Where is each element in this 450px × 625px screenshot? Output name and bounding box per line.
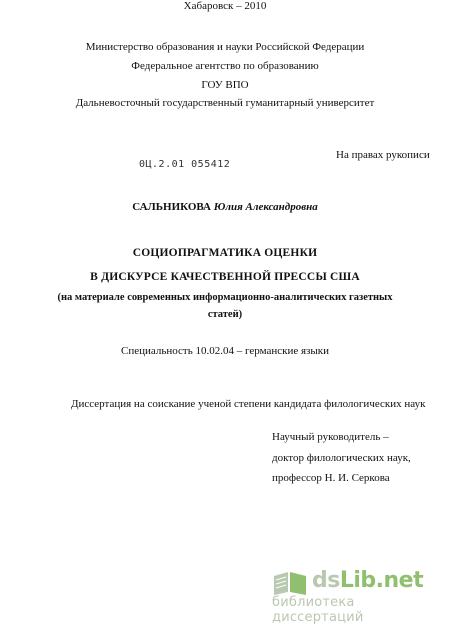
author-surname: САЛЬНИКОВА	[132, 201, 211, 213]
dissertation-line: Диссертация на соискание ученой степени кандидата филологических наук	[71, 398, 426, 410]
org-line: ГОУ ВПО	[201, 79, 249, 91]
book-icon	[272, 570, 308, 596]
author-given-name: Юлия Александровна	[213, 201, 318, 213]
supervisor-role: Научный руководитель –	[272, 431, 389, 443]
author-name	[0, 201, 450, 213]
watermark-brand	[312, 568, 423, 593]
title-line-1: СОЦИОПРАГМАТИКА ОЦЕНКИ	[132, 247, 318, 259]
subtitle-line-2: статей)	[207, 309, 243, 320]
library-stamp: 0Ц.2.01 055412	[139, 159, 231, 170]
specialty-line: Специальность 10.02.04 – германские языки	[121, 345, 329, 357]
watermark-brand-part-2: Lib.net	[339, 568, 424, 593]
title-line-2: В ДИСКУРСЕ КАЧЕСТВЕННОЙ ПРЕССЫ США	[90, 271, 360, 283]
watermark-brand-part-1: ds	[312, 568, 340, 593]
city-year: Хабаровск – 2010	[183, 0, 267, 12]
manuscript-rights-note: На правах рукописи	[336, 149, 430, 161]
university-line: Дальневосточный государственный гуманитарный университет	[75, 97, 375, 109]
ministry-line: Министерство образования и науки Российской Федерации	[85, 41, 365, 53]
watermark-tagline: библиотека диссертаций	[272, 595, 364, 625]
agency-line: Федеральное агентство по образованию	[131, 60, 319, 72]
dslib-watermark[interactable]	[268, 568, 438, 625]
subtitle-line-1: (на материале современных информационно-аналитических газетных	[57, 292, 393, 303]
supervisor-degree: доктор филологических наук,	[272, 452, 411, 464]
supervisor-name: профессор Н. И. Серкова	[272, 472, 390, 484]
